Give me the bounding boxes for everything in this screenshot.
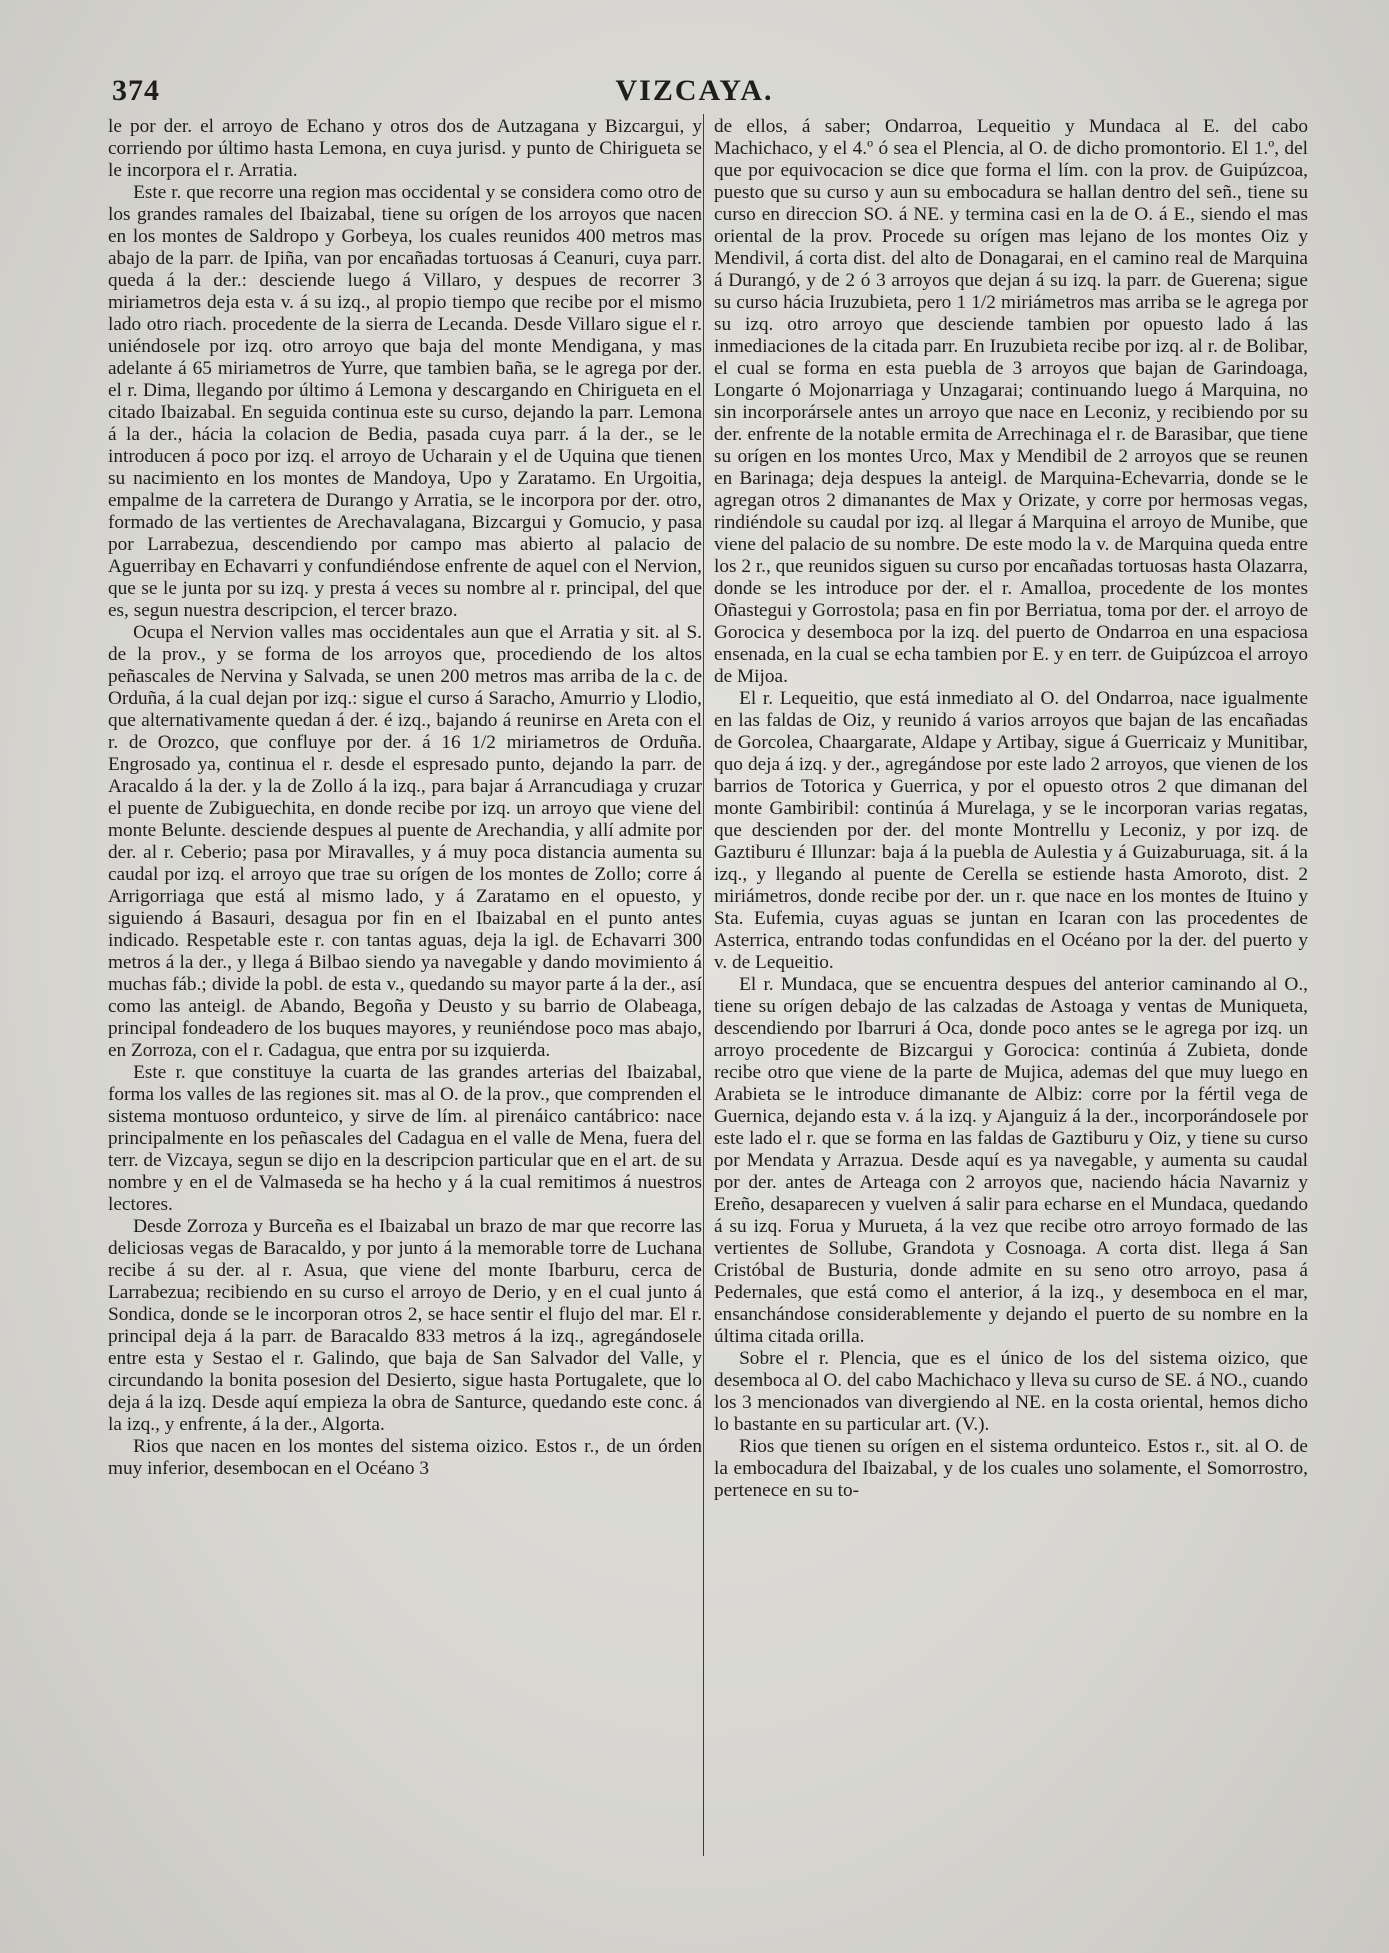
paragraph: Desde Zorroza y Burceña es el Ibaizabal un brazo de mar que recorre las deliciosas vegas de Baracaldo, y por junto á la memorable torre de Luchana recibe á su der. al r. Asua, que viene del monte Ibarburu, cerca de Larrabezua; recibiendo en su curso el arroyo de Derio, y en el cual junto á Sondica, donde se le incorporan otros 2, se hace sentir el flujo del mar. El r. principal deja á la parr. de Baracaldo 833 metros á la izq., agregándosele entre esta y Sestao el r. Galindo, que baja de San Salvador del Valle, y circundando la bonita posesion del Desierto, sigue hasta Portugalete, que lo deja á la izq. Desde aquí empieza la obra de Santurce, quedando este conc. á la izq., y enfrente, á la der., Algorta. [108,1216,702,1435]
page-number: 374 [112,74,160,107]
paragraph: El r. Mundaca, que se encuentra despues del anterior caminando al O., tiene su orígen debajo de las calzadas de Astoaga y ventas de Muniqueta, descendiendo por Ibarruri á Oca, donde poco antes se le agrega por izq. un arroyo procedente de Bizcargui y Gorocica: continúa á Zubieta, donde recibe otro que viene de la parte de Mujica, ademas del que muy luego en Arabieta se le introduce dimanante de Albiz: corre por la fértil vega de Guernica, dejando esta v. á la izq. y Ajanguiz á la der., incorporándosele por este lado el r. que se forma en las faldas de Gaztiburu y Oiz, y tiene su curso por Mendata y Arrazua. Desde aquí es ya navegable, y aumenta su caudal por der. antes de Arteaga con 2 arroyos que, naciendo hácia Navarniz y Ereño, desaparecen y vuelven á salir para echarse en el Mundaca, quedando á su izq. Forua y Murueta, á la vez que recibe otro arroyo formado de las vertientes de Sollube, Grandota y Cosnoaga. A corta dist. llega á San Cristóbal de Busturia, donde admite en su seno otro arroyo, pasa á Pedernales, que está como el anterior, á la izq., y desemboca en el mar, ensanchándose considerablemente y dejando el puerto de su nombre en la última citada orilla. [714,974,1308,1347]
paragraph: Este r. que recorre una region mas occidental y se considera como otro de los grandes ramales del Ibaizabal, tiene su orígen de los arroyos que nacen en los montes de Saldropo y Gorbeya, los cuales reunidos 400 metros mas abajo de la parr. de Ipiña, van por encañadas tortuosas á Ceanuri, cuya parr. queda á la der.: desciende luego á Villaro, y despues de recorrer 3 miriametros deja esta v. á su izq., al propio tiempo que recibe por el mismo lado otro riach. procedente de la sierra de Lecanda. Desde Villaro sigue el r. uniéndosele por izq. otro arroyo que baja del monte Mendigana, y mas adelante á 65 miriametros de Yurre, que tambien baña, se le agrega por der. el r. Dima, llegando por último á Lemona y descargando en Chirigueta en el citado Ibaizabal. En seguida continua este su curso, dejando la parr. Lemona á la der., hácia la colacion de Bedia, pasada cuya parr. á la der., se le introducen á poco por izq. el arroyo de Ucharain y el de Uquina que tienen su nacimiento en los montes de Mandoya, Upo y Zaratamo. En Urgoitia, empalme de la carretera de Durango y Arratia, se le incorpora por der. otro, formado de las vertientes de Arechavalagana, Bizcargui y Gomucio, y pasa por Larrabezua, descendiendo por campo mas abierto al palacio de Aguerribay en Echavarri y confundiéndose enfrente de aquel con el Nervion, que se le junta por su izq. y presta á veces su nombre al r. principal, del que es, segun nuestra descripcion, el tercer brazo. [108,182,702,621]
left-column [108,116,702,1856]
paragraph: de ellos, á saber; Ondarroa, Lequeitio y Mundaca al E. del cabo Machichaco, y el 4.º ó sea el Plencia, al O. de dicho promontorio. El 1.º, del que por equivocacion se dice que forma el lím. con la prov. de Guipúzcoa, puesto que su curso y aun su embocadura se hallan dentro del señ., tiene su curso en direccion SO. á NE. y termina casi en la de O. á E., siendo el mas oriental de la prov. Procede su orígen mas lejano de los montes Oiz y Mendivil, á corta dist. del alto de Donagarai, en el camino real de Marquina á Durangó, y de 2 ó 3 arroyos que dejan á su izq. la parr. de Guerena; sigue su curso hácia Iruzubieta, pero 1 1/2 miriámetros mas arriba se le agrega por su izq. otro arroyo que desciende tambien por opuesto lado á las inmediaciones de la citada parr. En Iruzubieta recibe por izq. al r. de Bolibar, el cual se forma en esta pueblа de 3 arroyos que bajan de Garindoaga, Longarte ó Mojonarriaga y Unzagarai; continuando luego á Marquina, no sin incorporársele antes un arroyo que nace en Leconiz, y recibiendo por su der. enfrente de la notable ermita de Arrechinaga el r. de Barasibar, que tiene su orígen en los montes Urco, Max y Mendibil de 2 arroyos que se reunen en Barinaga; deja despues la anteigl. de Marquina-Echevarria, donde se le agregan otros 2 dimanantes de Max y Orizate, y corre por hermosas vegas, rindiéndole su caudal por izq. al llegar á Marquina el arroyo de Munibe, que viene del palacio de su nombre. De este modo la v. de Marquina queda entre los 2 r., que reunidos siguen su curso por encañadas tortuosas hasta Olazarra, donde se les introduce por der. el r. Amalloa, procedente de los montes Oñastegui y Gorrostola; pasa en fin por Berriatua, toma por der. el arroyo de Gorocica y desemboca por la izq. del puerto de Ondarroa en una espaciosa ensenada, en la cual se echa tambien por E. y en terr. de Guipúzcoa el arroyo de Mijoa. [714,116,1308,687]
paragraph: Sobre el r. Plencia, que es el único de los del sistema oizico, que desemboca al O. del cabo Machichaco y lleva su curso de SE. á NO., cuando los 3 mencionados van divergiendo al NE. en la costa oriental, hemos dicho lo bastante en su particular art. (V.). [714,1348,1308,1435]
paragraph: Rios que nacen en los montes del sistema oizico. Estos r., de un órden muy inferior, desembocan en el Océano 3 [108,1436,702,1479]
paragraph: Ocupa el Nervion valles mas occidentales aun que el Arratia y sit. al S. de la prov., y se forma de los arroyos que, procediendo de los altos peñascales de Nervina y Salvada, se unen 200 metros mas arriba de la c. de Orduña, á la cual dejan por izq.: sigue el curso á Saracho, Amurrio y Llodio, que alternativamente quedan á der. é izq., bajando á reunirse en Areta con el r. de Orozco, que confluye por der. á 16 1/2 miriametros de Orduña. Engrosado ya, continua el r. desde el espresado punto, dejando la parr. de Aracaldo á la der. y la de Zollo á la izq., para bajar á Arrancudiaga y cruzar el puente de Zubiguechita, en donde recibe por izq. un arroyo que viene del monte Belunte. desciende despues al puente de Arechandia, y allí admite por der. al r. Ceberio; pasa por Miravalles, y á muy poca distancia aumenta su caudal por izq. el arroyo que trae su orígen de los montes de Zollo; corre á Arrigorriaga que está al mismo lado, y á Zaratamo en el opuesto, y siguiendo á Basauri, desagua por fin en el Ibaizabal en el punto antes indicado. Respetable este r. con tantas aguas, deja la igl. de Echavarri 300 metros á la der., y llega á Bilbao siendo ya navegable y dando movimiento á muchas fáb.; divide la pobl. de esta v., quedando su mayor parte á la der., así como las anteigl. de Abando, Begoña y Deusto y su barrio de Olabeaga, principal fondeadero de los buques mayores, y reuniéndose poco mas abajo, en Zorroza, con el r. Cadagua, que entra por su izquierda. [108,622,702,1061]
running-title: VIZCAYA. [615,74,774,107]
paragraph: le por der. el arroyo de Echano y otros dos de Autzagana y Bizcargui, y corriendo por último hasta Lemona, en cuya jurisd. y punto de Chirigueta se le incorpora el r. Arratia. [108,116,702,181]
paragraph: Rios que tienen su orígen en el sistema ordunteico. Estos r., sit. al O. de la embocadura del Ibaizabal, y de los cuales uno solamente, el Somorrostro, pertenece en su to- [714,1436,1308,1501]
right-column [714,116,1308,1856]
paragraph: El r. Lequeitio, que está inmediato al O. del Ondarroa, nace igualmente en las faldas de Oiz, y reunido á varios arroyos que bajan de las encañadas de Gorcolea, Chaargarate, Aldape y Artibay, sigue á Guerricaiz y Munitibar, quo deja á izq. y der., agregándose por este lado 2 arroyos, que vienen de los barrios de Totorica y Guerrica, y por el opuesto otros 2 que dimanan del monte Gambiribil: continúa á Murelaga, y se le incorporan varias regatas, que descienden por der. del monte Montrellu y Leconiz, y por izq. de Gaztiburu é Illunzar: baja á la pueblа de Aulestia y á Guizaburuaga, sit. á la izq., y llegando al puente de Cerella se estiende hasta Amoroto, dist. 2 miriámetros, donde recibe por der. un r. que nace en los montes de Ituino y Sta. Eufemia, cuyas aguas se juntan en Icaran con las procedentes de Asterrica, entrando todas confundidas en el Océano por la der. del puerto y v. de Lequeitio. [714,688,1308,973]
paragraph: Este r. que constituye la cuarta de las grandes arterias del Ibaizabal, forma los valles de las regiones sit. mas al O. de la prov., que comprenden el sistema montuoso ordunteico, y sirve de lím. al pirenáico cantábrico: nace principalmente en los peñascales del Cadagua en el valle de Mena, fuera del terr. de Vizcaya, segun se dijo en la descripcion particular que en el art. de su nombre y en el de Valmaseda se ha hecho y á la cual remitimos á nuestros lectores. [108,1062,702,1215]
column-divider [703,114,704,1856]
page-header [112,72,1277,110]
